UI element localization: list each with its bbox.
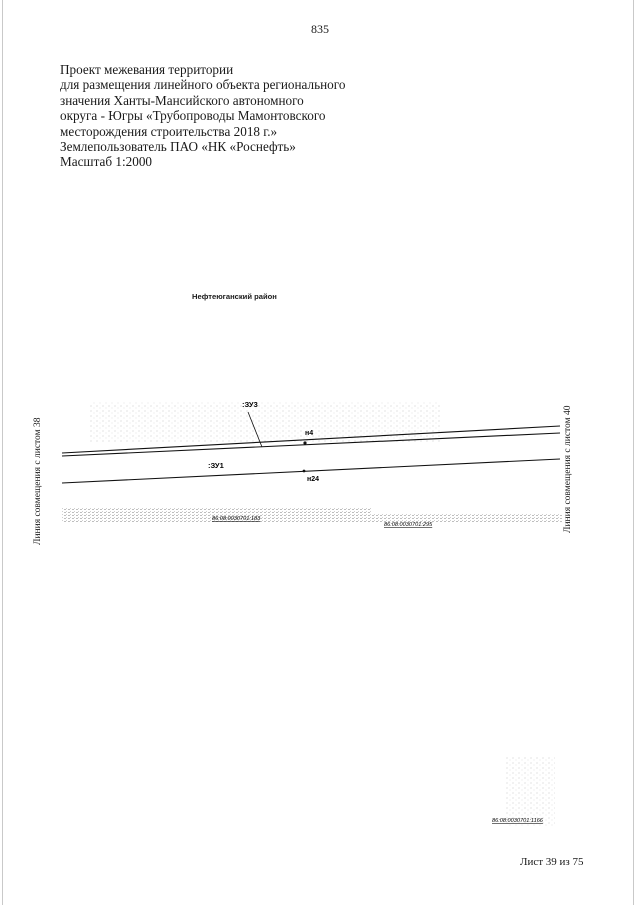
boundary-map: [0, 380, 640, 580]
cadastral-number-1: 86:08:0030701:183: [212, 516, 261, 522]
cadastral-marker-3: [470, 752, 570, 842]
page-number: 835: [311, 22, 329, 36]
region-label: Нефтеюганский район: [192, 292, 277, 301]
cadastral-number-2: 86:08:0030701:295: [384, 522, 433, 528]
title-line: месторождения строительства 2018 г.»: [60, 123, 278, 139]
title-block: [60, 62, 380, 170]
point-n24: [303, 470, 306, 473]
title-line: Землепользователь ПАО «НК «Роснефть»: [60, 139, 296, 155]
sheet-number: Лист 39 из 75: [520, 856, 584, 868]
point-label-n24: н24: [307, 476, 320, 483]
title-line: значения Ханты-Мансийского автономного: [60, 92, 304, 108]
hatched-zone-bottom: [62, 508, 562, 522]
point-label-n4: н4: [305, 430, 314, 437]
match-line-left: Линия совмещения с листом 38: [33, 417, 43, 545]
point-n4: [303, 441, 306, 444]
match-line-right: Линия совмещения с листом 40: [563, 405, 573, 533]
hatched-zone-top: [90, 402, 440, 442]
title-line: Проект межевания территории: [60, 62, 234, 77]
title-line: Масштаб 1:2000: [60, 154, 153, 170]
plot-label-zu1: :ЗУ1: [208, 461, 224, 470]
title-line: округа - Югры «Трубопроводы Мамонтовского: [60, 108, 326, 124]
title-line: для размещения линейного объекта регионального: [60, 77, 346, 93]
plot-label-zu3: :ЗУ3: [242, 400, 258, 409]
cadastral-number-3: 86:08:0030701:1166: [492, 818, 543, 824]
